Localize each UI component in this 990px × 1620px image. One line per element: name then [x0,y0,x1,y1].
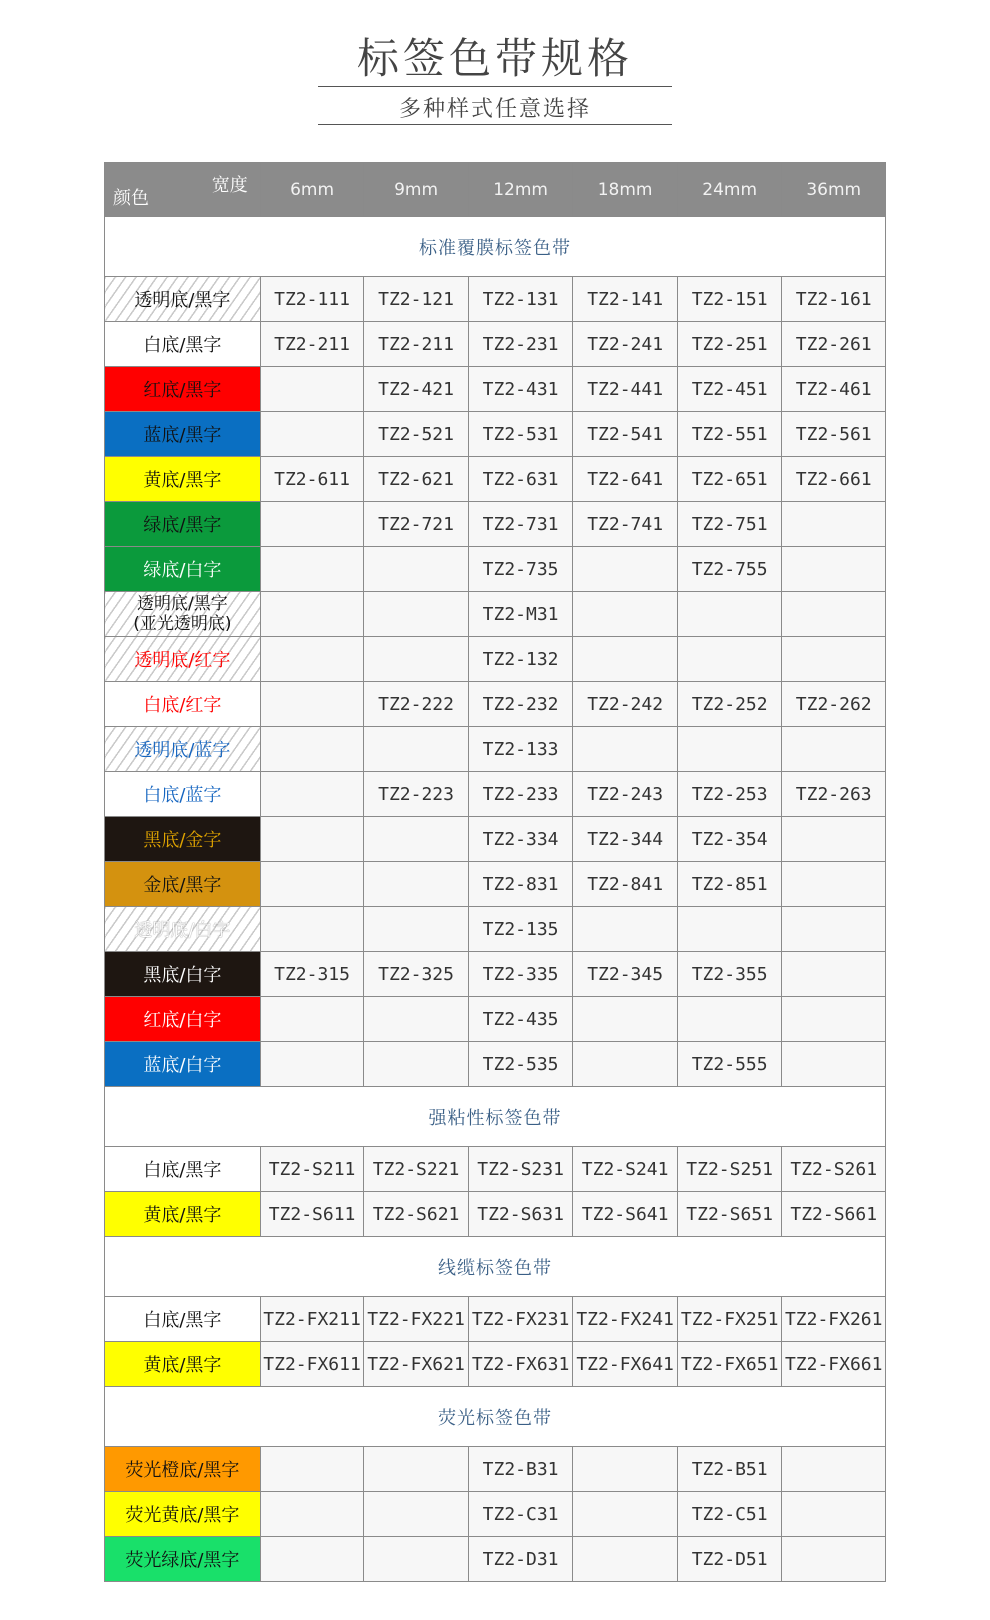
model-code-cell [782,1492,886,1537]
model-code-cell [260,862,364,907]
color-name-cell [105,1042,261,1087]
model-code-cell [573,592,678,637]
model-code-cell: TZ2-242 [573,682,678,727]
model-code-cell: TZ2-S261 [782,1147,886,1192]
model-code-cell: TZ2-S621 [364,1192,469,1237]
table-row [105,412,886,457]
model-code-cell: TZ2-FX241 [573,1297,678,1342]
model-code-cell: TZ2-344 [573,817,678,862]
model-code-cell: TZ2-211 [260,322,364,367]
model-code-cell: TZ2-B51 [677,1447,782,1492]
model-code-cell: TZ2-111 [260,277,364,322]
model-code-cell: TZ2-211 [364,322,469,367]
model-code-cell: TZ2-243 [573,772,678,817]
model-code-cell: TZ2-521 [364,412,469,457]
table-row [105,592,886,637]
model-code-cell: TZ2-262 [782,682,886,727]
model-code-cell [782,907,886,952]
color-name-cell [105,277,261,322]
table-row [105,1492,886,1537]
model-code-cell [782,997,886,1042]
table-row [105,817,886,862]
section-title: 线缆标签色带 [105,1237,886,1297]
color-name-label: 白底/黑字 [143,1310,222,1331]
color-name-label: 红底/白字 [143,1010,222,1031]
table-row [105,952,886,997]
color-name-cell [105,502,261,547]
model-code-cell: TZ2-441 [573,367,678,412]
model-code-cell [573,1537,678,1582]
model-code-cell: TZ2-223 [364,772,469,817]
model-code-cell [782,952,886,997]
model-code-cell [677,592,782,637]
model-code-cell: TZ2-141 [573,277,678,322]
table-body [105,217,886,1582]
model-code-cell [260,367,364,412]
model-code-cell: TZ2-FX611 [260,1342,364,1387]
model-code-cell: TZ2-541 [573,412,678,457]
model-code-cell [677,907,782,952]
model-code-cell: TZ2-851 [677,862,782,907]
section-header-row [105,1387,886,1447]
page-subtitle: 多种样式任意选择 [398,97,591,122]
color-name-label: 白底/红字 [143,695,222,716]
model-code-cell [782,862,886,907]
color-header-label: 颜色 [113,188,149,209]
model-code-cell [260,907,364,952]
model-code-cell [677,997,782,1042]
model-code-cell [364,637,469,682]
model-code-cell [364,1537,469,1582]
color-name-cell [105,1342,261,1387]
color-name-cell [105,322,261,367]
color-name-label: 透明底/黑字 (亚光透明底) [133,594,232,634]
model-code-cell: TZ2-FX211 [260,1297,364,1342]
table-row [105,277,886,322]
model-code-cell: TZ2-233 [468,772,573,817]
color-name-cell [105,682,261,727]
model-code-cell: TZ2-621 [364,457,469,502]
model-code-cell: TZ2-451 [677,367,782,412]
model-code-cell [260,1492,364,1537]
model-code-cell [782,592,886,637]
model-code-cell: TZ2-345 [573,952,678,997]
model-code-cell: TZ2-121 [364,277,469,322]
color-name-label: 白底/黑字 [143,1160,222,1181]
model-code-cell: TZ2-561 [782,412,886,457]
model-code-cell: TZ2-161 [782,277,886,322]
model-code-cell: TZ2-241 [573,322,678,367]
page-header [0,0,990,140]
model-code-cell [573,1447,678,1492]
model-code-cell: TZ2-S211 [260,1147,364,1192]
model-code-cell [782,1447,886,1492]
section-title: 荧光标签色带 [105,1387,886,1447]
table-row [105,772,886,817]
model-code-cell: TZ2-135 [468,907,573,952]
model-code-cell: TZ2-263 [782,772,886,817]
section-title: 标准覆膜标签色带 [105,217,886,277]
color-name-label: 荧光黄底/黑字 [125,1505,240,1526]
width-header-36mm: 36mm [782,163,886,217]
model-code-cell: TZ2-C51 [677,1492,782,1537]
color-name-cell [105,907,261,952]
model-code-cell: TZ2-FX261 [782,1297,886,1342]
table-row [105,907,886,952]
model-code-cell [573,1042,678,1087]
model-code-cell: TZ2-S651 [677,1192,782,1237]
color-name-cell [105,997,261,1042]
table-row [105,682,886,727]
model-code-cell [782,1042,886,1087]
title-divider [318,86,672,87]
model-code-cell [364,997,469,1042]
model-code-cell: TZ2-231 [468,322,573,367]
model-code-cell [364,862,469,907]
model-code-cell: TZ2-D51 [677,1537,782,1582]
model-code-cell: TZ2-151 [677,277,782,322]
section-title: 强粘性标签色带 [105,1087,886,1147]
width-header-12mm: 12mm [468,163,573,217]
model-code-cell [260,997,364,1042]
model-code-cell: TZ2-251 [677,322,782,367]
color-name-label: 黄底/黑字 [143,1355,222,1376]
color-name-label: 透明底/红字 [134,650,231,671]
model-code-cell [260,637,364,682]
model-code-cell: TZ2-841 [573,862,678,907]
table-row [105,1042,886,1087]
table-row [105,1447,886,1492]
page-title: 标签色带规格 [356,34,633,83]
width-header-18mm: 18mm [573,163,678,217]
section-header-row [105,1087,886,1147]
color-name-label: 红底/黑字 [143,380,222,401]
model-code-cell [260,592,364,637]
model-code-cell [782,1537,886,1582]
color-name-label: 黑底/金字 [143,830,222,851]
model-code-cell: TZ2-D31 [468,1537,573,1582]
table-row [105,502,886,547]
model-code-cell [260,502,364,547]
model-code-cell [677,727,782,772]
model-code-cell: TZ2-535 [468,1042,573,1087]
model-code-cell: TZ2-325 [364,952,469,997]
model-code-cell: TZ2-232 [468,682,573,727]
color-name-label: 黄底/黑字 [143,1205,222,1226]
table-row [105,322,886,367]
model-code-cell [260,727,364,772]
model-code-cell: TZ2-131 [468,277,573,322]
model-code-cell: TZ2-S611 [260,1192,364,1237]
model-code-cell: TZ2-335 [468,952,573,997]
color-name-cell [105,1537,261,1582]
color-name-cell [105,592,261,637]
color-name-label: 透明底/蓝字 [134,740,231,761]
color-name-label: 白底/黑字 [143,335,222,356]
model-code-cell [573,727,678,772]
model-code-cell [260,412,364,457]
model-code-cell [260,1042,364,1087]
model-code-cell [260,1447,364,1492]
color-name-label: 荧光绿底/黑字 [125,1550,240,1571]
color-name-cell [105,1297,261,1342]
model-code-cell: TZ2-253 [677,772,782,817]
model-code-cell [364,1447,469,1492]
model-code-cell: TZ2-431 [468,367,573,412]
model-code-cell: TZ2-735 [468,547,573,592]
model-code-cell: TZ2-S641 [573,1192,678,1237]
model-code-cell: TZ2-354 [677,817,782,862]
width-header-label: 宽度 [211,175,248,196]
model-code-cell: TZ2-S221 [364,1147,469,1192]
color-name-cell [105,772,261,817]
header-row [105,163,886,217]
model-code-cell: TZ2-222 [364,682,469,727]
model-code-cell: TZ2-FX641 [573,1342,678,1387]
model-code-cell: TZ2-FX651 [677,1342,782,1387]
table-row [105,1297,886,1342]
model-code-cell: TZ2-B31 [468,1447,573,1492]
table-row [105,997,886,1042]
width-header-6mm: 6mm [260,163,364,217]
model-code-cell [782,637,886,682]
model-code-cell [573,997,678,1042]
color-name-cell [105,547,261,592]
model-code-cell: TZ2-C31 [468,1492,573,1537]
model-code-cell [364,907,469,952]
model-code-cell [260,547,364,592]
color-name-cell [105,727,261,772]
model-code-cell [364,817,469,862]
model-code-cell [364,592,469,637]
model-code-cell: TZ2-611 [260,457,364,502]
model-code-cell: TZ2-M31 [468,592,573,637]
model-code-cell [364,727,469,772]
color-name-label: 蓝底/黑字 [143,425,222,446]
model-code-cell [573,547,678,592]
table-row [105,547,886,592]
model-code-cell [260,817,364,862]
color-name-cell [105,367,261,412]
color-name-cell [105,862,261,907]
color-name-cell [105,457,261,502]
model-code-cell [364,1042,469,1087]
color-name-label: 黄底/黑字 [143,470,222,491]
model-code-cell: TZ2-334 [468,817,573,862]
model-code-cell: TZ2-641 [573,457,678,502]
model-code-cell: TZ2-831 [468,862,573,907]
color-name-cell [105,412,261,457]
model-code-cell [260,772,364,817]
model-code-cell [573,1492,678,1537]
model-code-cell: TZ2-461 [782,367,886,412]
color-name-label: 金底/黑字 [143,875,222,896]
model-code-cell: TZ2-FX231 [468,1297,573,1342]
model-code-cell: TZ2-S231 [468,1147,573,1192]
model-code-cell: TZ2-S631 [468,1192,573,1237]
model-code-cell: TZ2-132 [468,637,573,682]
table-row [105,637,886,682]
section-header-row [105,1237,886,1297]
model-code-cell: TZ2-S241 [573,1147,678,1192]
model-code-cell: TZ2-531 [468,412,573,457]
model-code-cell: TZ2-651 [677,457,782,502]
model-code-cell: TZ2-FX221 [364,1297,469,1342]
color-name-label: 透明底/白字 [134,920,231,941]
model-code-cell [260,682,364,727]
model-code-cell [677,637,782,682]
section-header-row [105,217,886,277]
model-code-cell: TZ2-261 [782,322,886,367]
color-name-label: 绿底/白字 [143,560,222,581]
model-code-cell: TZ2-661 [782,457,886,502]
corner-cell [105,163,261,217]
model-code-cell [782,817,886,862]
model-code-cell: TZ2-731 [468,502,573,547]
width-header-24mm: 24mm [677,163,782,217]
subtitle-divider [318,124,672,125]
model-code-cell: TZ2-755 [677,547,782,592]
model-code-cell: TZ2-252 [677,682,782,727]
model-code-cell: TZ2-S251 [677,1147,782,1192]
model-code-cell: TZ2-631 [468,457,573,502]
color-name-cell [105,952,261,997]
color-name-label: 绿底/黑字 [143,515,222,536]
model-code-cell: TZ2-741 [573,502,678,547]
table-row [105,862,886,907]
color-name-label: 荧光橙底/黑字 [125,1460,240,1481]
table-row [105,1342,886,1387]
model-code-cell: TZ2-FX251 [677,1297,782,1342]
model-code-cell [573,637,678,682]
model-code-cell: TZ2-555 [677,1042,782,1087]
model-code-cell: TZ2-S661 [782,1192,886,1237]
model-code-cell: TZ2-FX621 [364,1342,469,1387]
color-name-label: 透明底/黑字 [134,290,231,311]
color-name-cell [105,637,261,682]
color-name-cell [105,817,261,862]
color-name-label: 白底/蓝字 [143,785,222,806]
model-code-cell [260,1537,364,1582]
model-code-cell: TZ2-355 [677,952,782,997]
model-code-cell [782,547,886,592]
color-name-cell [105,1492,261,1537]
model-code-cell: TZ2-FX631 [468,1342,573,1387]
model-code-cell [364,1492,469,1537]
width-header-9mm: 9mm [364,163,469,217]
table-row [105,457,886,502]
model-code-cell: TZ2-315 [260,952,364,997]
model-code-cell: TZ2-751 [677,502,782,547]
color-name-cell [105,1147,261,1192]
model-code-cell: TZ2-435 [468,997,573,1042]
model-code-cell: TZ2-421 [364,367,469,412]
model-code-cell: TZ2-721 [364,502,469,547]
model-code-cell [782,502,886,547]
model-code-cell [782,727,886,772]
model-code-cell: TZ2-133 [468,727,573,772]
color-name-cell [105,1192,261,1237]
color-name-cell [105,1447,261,1492]
tape-spec-table [104,162,886,1582]
model-code-cell: TZ2-FX661 [782,1342,886,1387]
table-row [105,1192,886,1237]
model-code-cell [573,907,678,952]
table-row [105,727,886,772]
table-row [105,367,886,412]
model-code-cell: TZ2-551 [677,412,782,457]
color-name-label: 蓝底/白字 [143,1055,222,1076]
table-row [105,1537,886,1582]
table-row [105,1147,886,1192]
color-name-label: 黑底/白字 [143,965,222,986]
model-code-cell [364,547,469,592]
